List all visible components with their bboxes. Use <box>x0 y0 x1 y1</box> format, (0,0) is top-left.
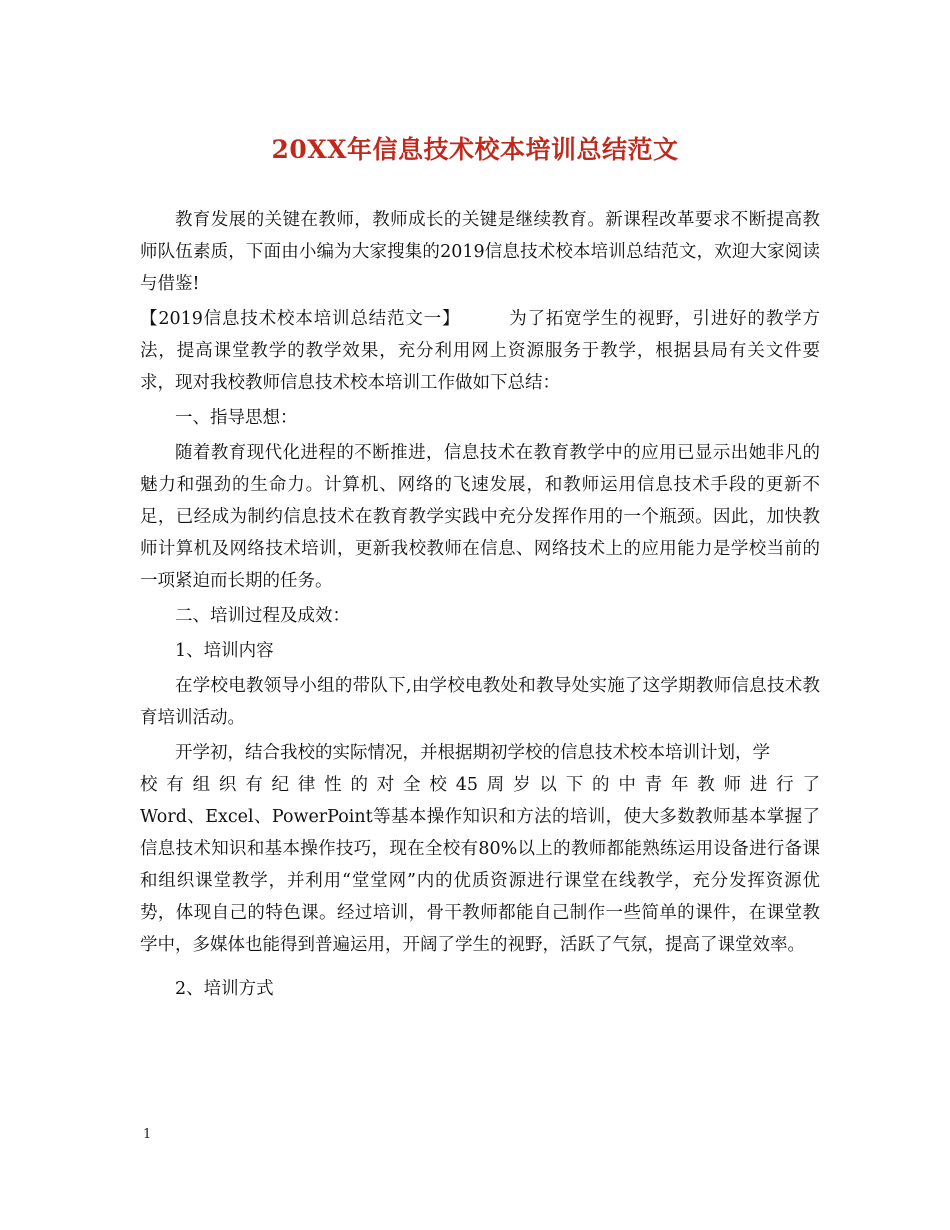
document-body <box>140 204 820 1008</box>
heading-process-results: 二、培训过程及成效： <box>175 606 350 626</box>
document-title: 20XX年信息技术校本培训总结范文 <box>271 135 679 164</box>
section1-lead-paragraph <box>140 303 820 399</box>
heading-training-content: 1、培训内容 <box>175 641 274 661</box>
training-content-paragraph: 在学校电教领导小组的带队下,由学校电教处和教导处实施了这学期教师信息技术教育培训活动。 <box>140 676 820 728</box>
intro-paragraph: 教育发展的关键在教师，教师成长的关键是继续教育。新课程改革要求不断提高教师队伍素质，下面由小编为大家搜集的2019信息技术校本培训总结范文，欢迎大家阅读与借鉴! <box>140 210 820 294</box>
training-detail-line-2: 校有组织有纪律性的对全校45周岁以下的中青年教师进行了 <box>140 775 820 795</box>
section1-tag: 【2019信息技术校本培训总结范文一】 <box>140 309 461 329</box>
training-detail-paragraph <box>140 737 820 961</box>
guiding-idea-paragraph: 随着教育现代化进程的不断推进，信息技术在教育教学中的应用已显示出她非凡的魅力和强劲的生命力。计算机、网络的飞速发展，和教师运用信息技术手段的更新不足，已经成为制约信息技术在教育教学实践中充分发挥作用的一个瓶颈。因此，加快教师计算机及网络技术培训，更新我校教师在信息、网络技术上的应用能力是学校当前的一项紧迫而长期的任务。 <box>140 443 820 591</box>
training-detail-line-1: 开学初，结合我校的实际情况，并根据期初学校的信息技术校本培训计划，学 <box>175 743 770 763</box>
heading-guiding-idea: 一、指导思想： <box>175 408 298 428</box>
heading-training-method: 2、培训方式 <box>175 979 274 999</box>
page-number: 1 <box>143 1127 152 1142</box>
training-detail-rest: Word、Excel、PowerPoint等基本操作知识和方法的培训，使大多数教师基本掌握了信息技术知识和基本操作技巧，现在全校有80%以上的教师都能熟练运用设备进行备课和组织课堂教学，并利用“堂堂网”内的优质资源进行课堂在线教学，充分发挥资源优势，体现自己的特色课。经过培训，骨干教师都能自己制作一些简单的课件，在课堂教学中，多媒体也能得到普遍运用，开阔了学生的视野，活跃了气氛，提高了课堂效率。 <box>140 807 820 955</box>
section1-lead-text: 为了拓宽学生的视野，引进好的教学方法，提高课堂教学的教学效果，充分利用网上资源服务于教学，根据县局有关文件要求，现对我校教师信息技术校本培训工作做如下总结： <box>140 309 821 393</box>
